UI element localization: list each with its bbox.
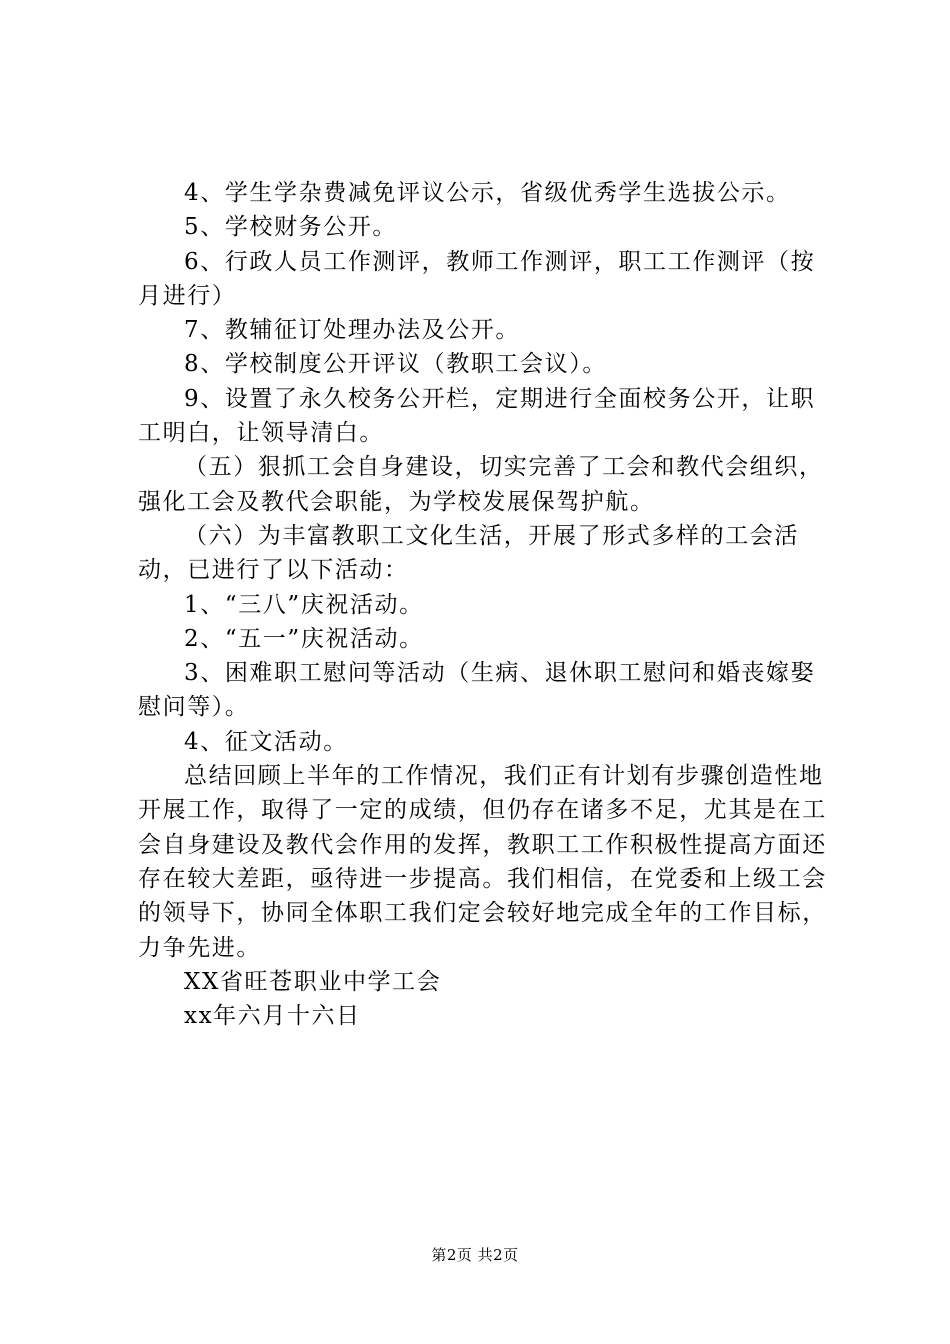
paragraph-section-5: （五）狠抓工会自身建设，切实完善了工会和教代会组织，强化工会及教代会职能，为学校发展保驾护航。 — [138, 454, 824, 515]
paragraph-item-5-finance: 5、学校财务公开。 — [184, 214, 398, 241]
paragraph-activity-4: 4、征文活动。 — [184, 728, 348, 755]
paragraph-item-7-materials: 7、教辅征订处理办法及公开。 — [184, 317, 521, 344]
paragraph-activity-3: 3、困难职工慰问等活动（生病、退休职工慰问和婚丧嫁娶慰问等）。 — [138, 660, 816, 721]
paragraph-item-4-fee-exemption: 4、学生学杂费减免评议公示，省级优秀学生选拔公示。 — [184, 180, 791, 206]
signature-organization: XX省旺苍职业中学工会 — [184, 968, 442, 995]
paragraph-item-6-evaluation: 6、行政人员工作测评，教师工作测评，职工工作测评（按月进行） — [138, 248, 816, 309]
paragraph-item-8-rules: 8、学校制度公开评议（教职工会议）。 — [184, 351, 607, 378]
paragraph-item-9-bulletin: 9、设置了永久校务公开栏，定期进行全面校务公开，让职工明白，让领导清白。 — [138, 385, 816, 447]
paragraph-summary: 总结回顾上半年的工作情况，我们正有计划有步骤创造性地开展工作，取得了一定的成绩，但仍存在诸多不足，尤其是在工会自身建设及教代会作用的发挥，教职工工作积极性提高方面还存在较大差距，亟待进一步提高。我们相信，在党委和上级工会的领导下，协同全体职工我们定会较好地完成全年的工作目标，力争先进。 — [138, 763, 827, 961]
paragraph-activity-2: 2、“五一”庆祝活动。 — [184, 625, 424, 652]
page-number-footer: 第2页 共2页 — [431, 1246, 519, 1264]
signature-date: xx年六月十六日 — [184, 1003, 361, 1030]
document-body — [138, 176, 838, 1033]
paragraph-section-6: （六）为丰富教职工文化生活，开展了形式多样的工会活动，已进行了以下活动： — [138, 522, 799, 584]
paragraph-activity-1: 1、“三八”庆祝活动。 — [184, 591, 424, 618]
